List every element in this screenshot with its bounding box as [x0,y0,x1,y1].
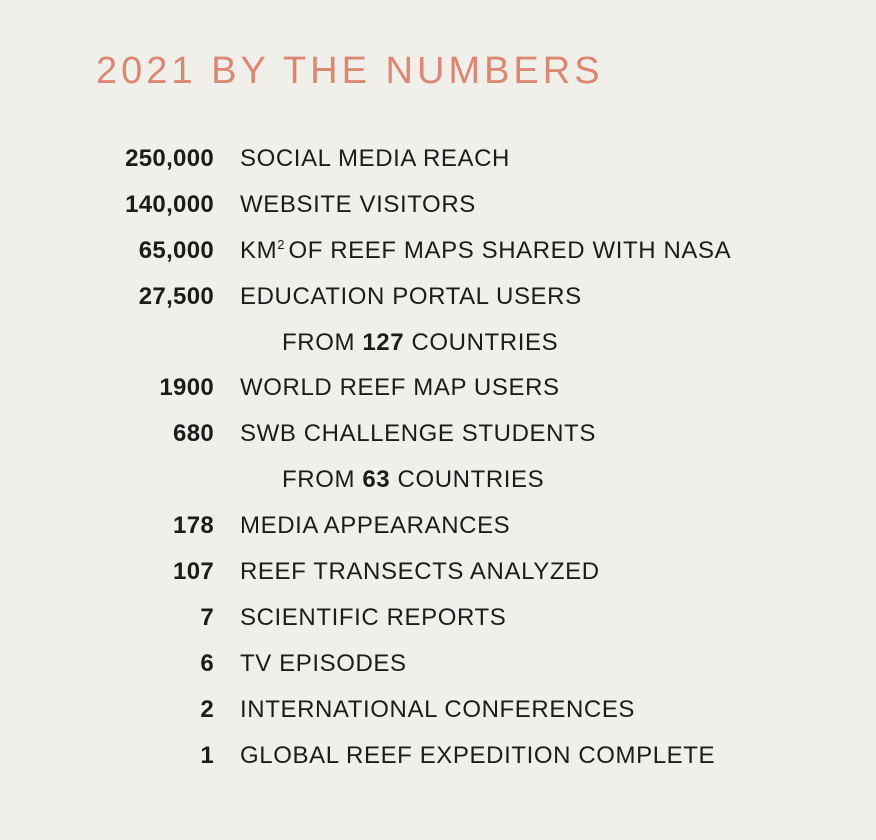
stat-row [0,413,876,459]
stat-value: 6 [200,649,214,677]
sub-value: 127 [362,328,405,356]
stat-label: GLOBAL REEF EXPEDITION COMPLETE [240,741,716,769]
stat-label: SCIENTIFIC REPORTS [240,603,507,631]
stat-label: TV EPISODES [240,649,407,677]
stat-row [0,689,876,735]
unit-km: KM [240,236,278,264]
stat-label: WORLD REEF MAP USERS [240,374,560,402]
stats-list [0,138,876,780]
stat-label: EDUCATION PORTAL USERS [240,282,582,310]
stat-value: 1900 [159,374,214,402]
stat-row [0,551,876,597]
stat-row [0,230,876,276]
stat-label: WEBSITE VISITORS [240,190,476,218]
sub-suffix: COUNTRIES [411,328,559,356]
stat-row [0,184,876,230]
sub-prefix: FROM [282,466,356,494]
stat-value: 2 [200,695,214,723]
stat-subrow [0,459,876,505]
stat-value: 178 [173,512,214,540]
stat-row [0,276,876,322]
stat-value: 1 [200,741,214,769]
stat-row [0,138,876,184]
stat-label: INTERNATIONAL CONFERENCES [240,695,636,723]
stat-label [240,237,731,265]
stat-label: SWB CHALLENGE STUDENTS [240,420,596,448]
stat-value: 27,500 [138,282,214,310]
stat-row [0,643,876,689]
stat-row [0,597,876,643]
stat-row [0,735,876,781]
page-title: 2021 BY THE NUMBERS [96,50,604,92]
stat-row [0,505,876,551]
unit-superscript: 2 [277,236,285,252]
sub-prefix: FROM [282,328,356,356]
stat-value: 65,000 [138,236,214,264]
stat-value: 680 [173,420,214,448]
stat-sublabel [282,466,544,494]
stat-sublabel [282,329,558,357]
stat-row [0,367,876,413]
stat-label: SOCIAL MEDIA REACH [240,145,510,172]
stat-value: 140,000 [125,190,214,218]
stat-subrow [0,322,876,368]
stat-label-text: OF REEF MAPS SHARED WITH NASA [288,236,732,264]
sub-suffix: COUNTRIES [397,466,545,494]
stat-label: MEDIA APPEARANCES [240,512,511,540]
stat-value: 7 [200,603,214,631]
stat-value: 250,000 [125,145,214,172]
stat-label: REEF TRANSECTS ANALYZED [240,558,600,586]
sub-value: 63 [362,466,391,494]
stat-value: 107 [173,558,214,586]
